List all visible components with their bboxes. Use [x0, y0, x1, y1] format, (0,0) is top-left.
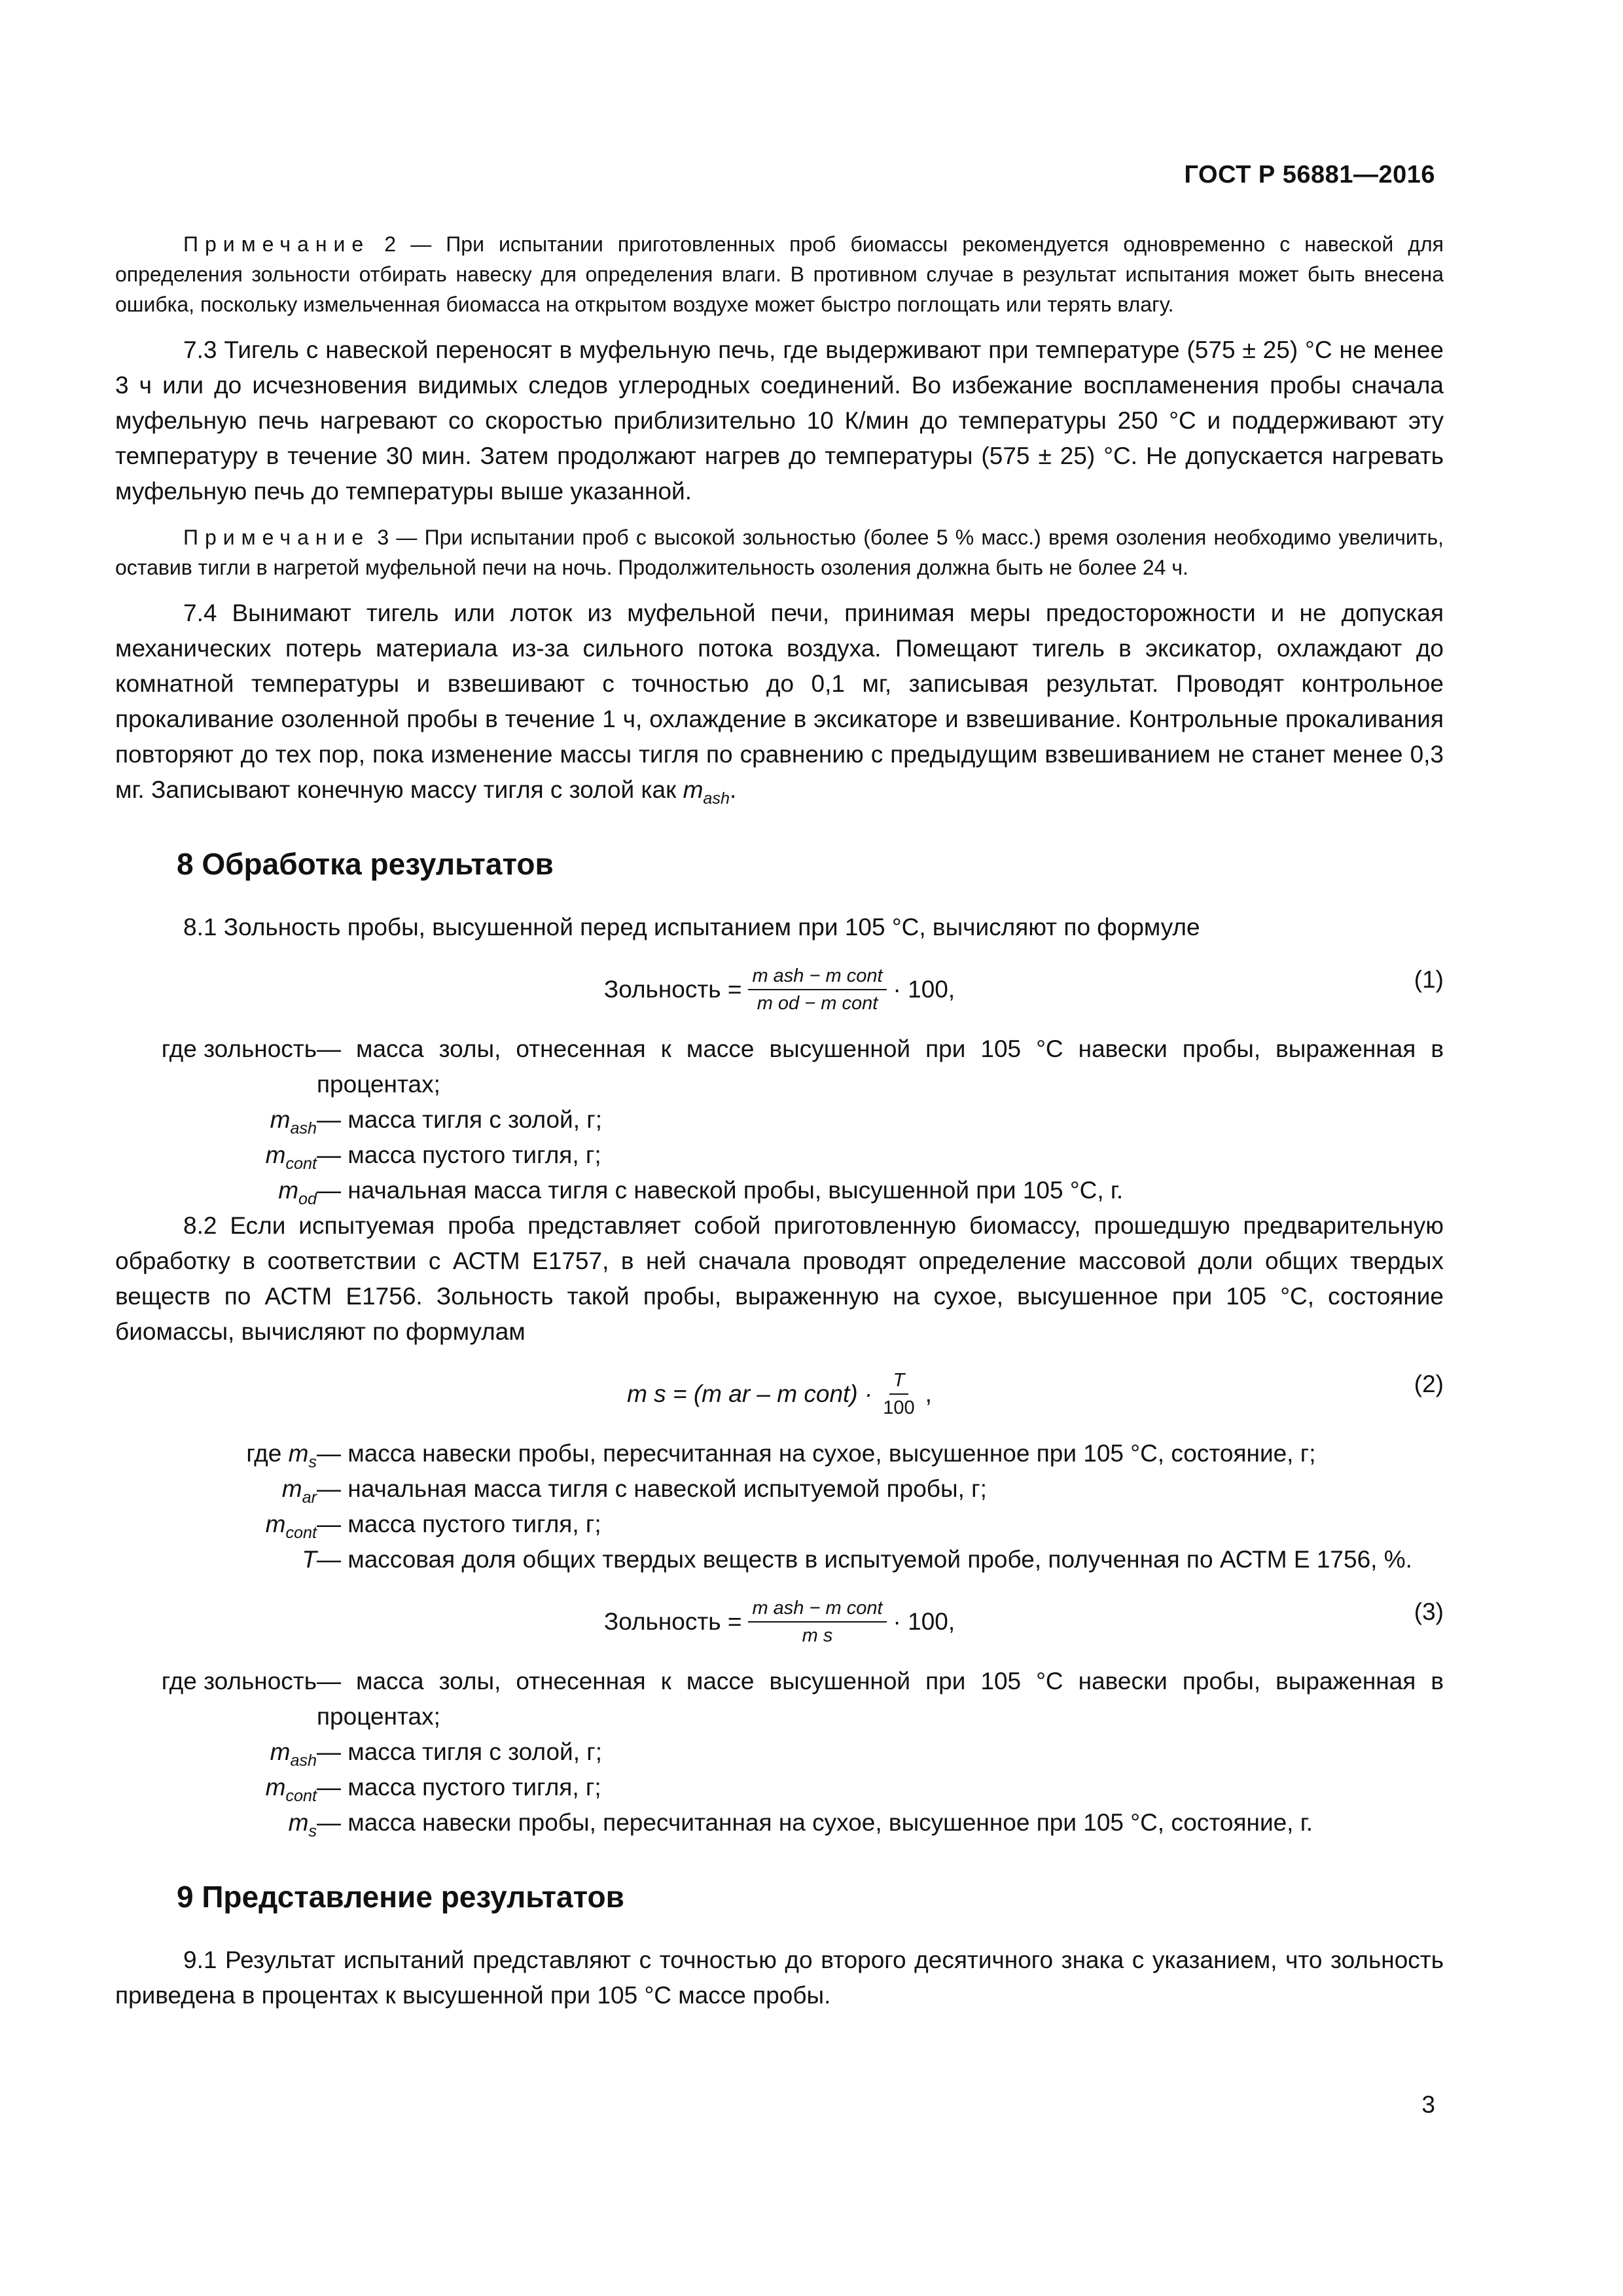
definition-subscript: s — [308, 1452, 317, 1471]
note-2 — [115, 229, 1444, 319]
definition-term — [115, 1542, 317, 1577]
definition-term — [115, 1734, 317, 1770]
formula-denominator: 100 — [883, 1397, 915, 1418]
definition-description: — масса тигля с золой, г; — [317, 1106, 603, 1133]
where-list-2 — [115, 1436, 1444, 1577]
definition-description: — масса навески пробы, пересчитанная на сухое, высушенное при 105 °С, состояние, г. — [317, 1809, 1313, 1836]
definition-row — [115, 1664, 1444, 1734]
formula-rhs: , — [925, 1380, 932, 1407]
definition-row — [115, 1507, 1444, 1542]
definition-row — [115, 1770, 1444, 1805]
formula-rhs: · 100, — [893, 1608, 955, 1635]
definition-symbol: T — [302, 1546, 317, 1573]
section-8-title: 8 Обработка результатов — [177, 847, 554, 881]
formula-lhs: Зольность = — [603, 1608, 742, 1635]
paragraph-text: 7.4 Вынимают тигель или лоток из муфельной печи, принимая меры предосторожности и не допуская механических потерь материала из-за сильного потока воздуха. Помещают тигель в эксикатор, охлаждают до комнатной температуры и взвешивают с точностью до 0,1 мг, записывая результат. Проводят контрольное прокаливание озоленной пробы в течение 1 ч, охлаждение в эксикаторе и взвешивание. Контрольные прокаливания повторяют до тех пор, пока изменение массы тигля по сравнению с предыдущим взвешиванием не станет менее 0,3 мг. Записывают конечную массу тигля с золой как — [115, 600, 1444, 803]
definition-term — [115, 1102, 317, 1138]
where-list-3 — [115, 1664, 1444, 1840]
definition-symbol: m — [265, 1141, 286, 1168]
formula-numerator: m ash − m cont — [748, 963, 886, 990]
formula-2 — [115, 1355, 1444, 1433]
definition-term — [115, 1138, 317, 1173]
definition-description: — масса золы, отнесенная к массе высушенной при 105 °С навески пробы, выраженная в процентах; — [317, 1035, 1444, 1098]
definition-term — [115, 1436, 317, 1471]
definition-row — [115, 1173, 1444, 1208]
definition-row — [115, 1471, 1444, 1507]
paragraph-8-2: 8.2 Если испытуемая проба представляет собой приготовленную биомассу, прошедшую предварительную обработку в соответствии с АСТМ Е1757, в ней сначала проводят определение массовой доли общих твердых веществ по АСТМ Е1756. Зольность такой пробы, выраженную на сухое, высушенное при 105 °С, состояние биомассы, вычисляют по формулам — [115, 1212, 1444, 1345]
definition-description: — масса пустого тигля, г; — [317, 1511, 601, 1537]
definition-row — [115, 1102, 1444, 1138]
definition-symbol: m — [265, 1774, 286, 1801]
definition-row — [115, 1436, 1444, 1471]
definition-symbol: m — [270, 1106, 291, 1133]
paragraph-8-1: 8.1 Зольность пробы, высушенной перед испытанием при 105 °С, вычисляют по формуле — [183, 914, 1200, 941]
definition-term — [115, 1173, 317, 1208]
definition-row — [115, 1138, 1444, 1173]
paragraph-7-4 — [115, 596, 1444, 808]
definition-symbol: m — [270, 1738, 291, 1765]
definition-symbol: m — [278, 1177, 299, 1204]
definition-description: — массовая доля общих твердых веществ в испытуемой пробе, полученная по АСТМ Е 1756, %. — [317, 1546, 1412, 1573]
formula-fraction — [748, 963, 886, 1016]
definition-term — [115, 1770, 317, 1805]
definition-subscript: cont — [285, 1523, 317, 1542]
formula-lhs: Зольность = — [603, 976, 742, 1003]
definition-symbol: m — [281, 1475, 302, 1502]
definition-row — [115, 1031, 1444, 1102]
equation-number: (1) — [1414, 966, 1444, 993]
definition-symbol: где зольность — [161, 1035, 317, 1062]
page-content — [115, 229, 1444, 2013]
paragraph-end: . — [729, 776, 737, 803]
definition-term — [115, 1031, 317, 1102]
formula-1 — [115, 950, 1444, 1029]
equation-number: (2) — [1414, 1371, 1444, 1397]
definition-description: — начальная масса тигля с навеской пробы, высушенной при 105 °С, г. — [317, 1177, 1124, 1204]
definition-subscript: s — [308, 1821, 317, 1840]
formula-denominator: m s — [802, 1625, 833, 1646]
document-number-header: ГОСТ Р 56881—2016 — [1184, 161, 1435, 188]
definition-row — [115, 1805, 1444, 1840]
definition-lead: где — [246, 1440, 289, 1467]
definition-subscript: cont — [285, 1154, 317, 1173]
note-label: Примечание — [183, 526, 370, 549]
symbol-subscript: ash — [703, 789, 730, 808]
formula-numerator: m ash − m cont — [748, 1595, 886, 1623]
definition-term — [115, 1664, 317, 1734]
formula-denominator: m od − m cont — [757, 993, 878, 1014]
definition-symbol: m — [288, 1440, 309, 1467]
formula-rhs: · 100, — [893, 976, 955, 1003]
formula-3 — [115, 1583, 1444, 1661]
definition-row — [115, 1542, 1444, 1577]
definition-description: — масса пустого тигля, г; — [317, 1774, 601, 1801]
definition-description: — масса пустого тигля, г; — [317, 1141, 601, 1168]
definition-symbol: где зольность — [161, 1668, 317, 1695]
definition-description: — начальная масса тигля с навеской испытуемой пробы, г; — [317, 1475, 987, 1502]
definition-subscript: ar — [302, 1488, 317, 1507]
definition-symbol: m — [265, 1511, 286, 1537]
formula-fraction — [879, 1367, 918, 1421]
where-list-1 — [115, 1031, 1444, 1208]
definition-description: — масса тигля с золой, г; — [317, 1738, 603, 1765]
definition-term — [115, 1471, 317, 1507]
definition-symbol: m — [288, 1809, 309, 1836]
formula-lhs: m s = (m ar – m cont) · — [627, 1380, 873, 1407]
paragraph-9-1: 9.1 Результат испытаний представляют с точностью до второго десятичного знака с указанием, что зольность приведена в процентах к высушенной при 105 °С массе пробы. — [115, 1946, 1444, 2009]
equation-number: (3) — [1414, 1598, 1444, 1625]
definition-row — [115, 1734, 1444, 1770]
section-9-title: 9 Представление результатов — [177, 1880, 624, 1914]
formula-numerator: T — [889, 1367, 909, 1395]
definition-subscript: cont — [285, 1786, 317, 1805]
definition-description: — масса золы, отнесенная к массе высушенной при 105 °С навески пробы, выраженная в процентах; — [317, 1668, 1444, 1730]
definition-term — [115, 1805, 317, 1840]
formula-fraction — [748, 1595, 886, 1649]
note-3 — [115, 522, 1444, 583]
page-number: 3 — [1421, 2091, 1435, 2118]
note-text: 3 — При испытании проб с высокой зольностью (более 5 % масс.) время озоления необходимо увеличить, оставив тигли в нагретой муфельной печи на ночь. Продолжительность озоления должна быть не более 24 ч. — [115, 526, 1444, 579]
symbol-m: m — [683, 776, 704, 803]
definition-subscript: ash — [290, 1751, 317, 1770]
definition-term — [115, 1507, 317, 1542]
paragraph-7-3: 7.3 Тигель с навеской переносят в муфельную печь, где выдерживают при температуре (575 ± 25) °С не менее 3 ч или до исчезновения видимых следов углеродных соединений. Во избежание воспламенения пробы сначала муфельную печь нагревают со скоростью приблизительно 10 К/мин до температуры 250 °С и поддерживают эту температуру в течение 30 мин. Затем продолжают нагрев до температуры (575 ± 25) °С. Не допускается нагревать муфельную печь до температуры выше указанной. — [115, 336, 1444, 505]
definition-subscript: od — [298, 1189, 317, 1208]
note-label: Примечание — [183, 232, 370, 256]
note-text: 2 — При испытании приготовленных проб биомассы рекомендуется одновременно с навеской для определения зольности отбирать навеску для определения влаги. В противном случае в результат испытания может быть внесена ошибка, поскольку измельченная биомасса на открытом воздухе может быстро поглощать или терять влагу. — [115, 232, 1444, 316]
definition-subscript: ash — [290, 1119, 317, 1138]
definition-description: — масса навески пробы, пересчитанная на сухое, высушенное при 105 °С, состояние, г; — [317, 1440, 1316, 1467]
